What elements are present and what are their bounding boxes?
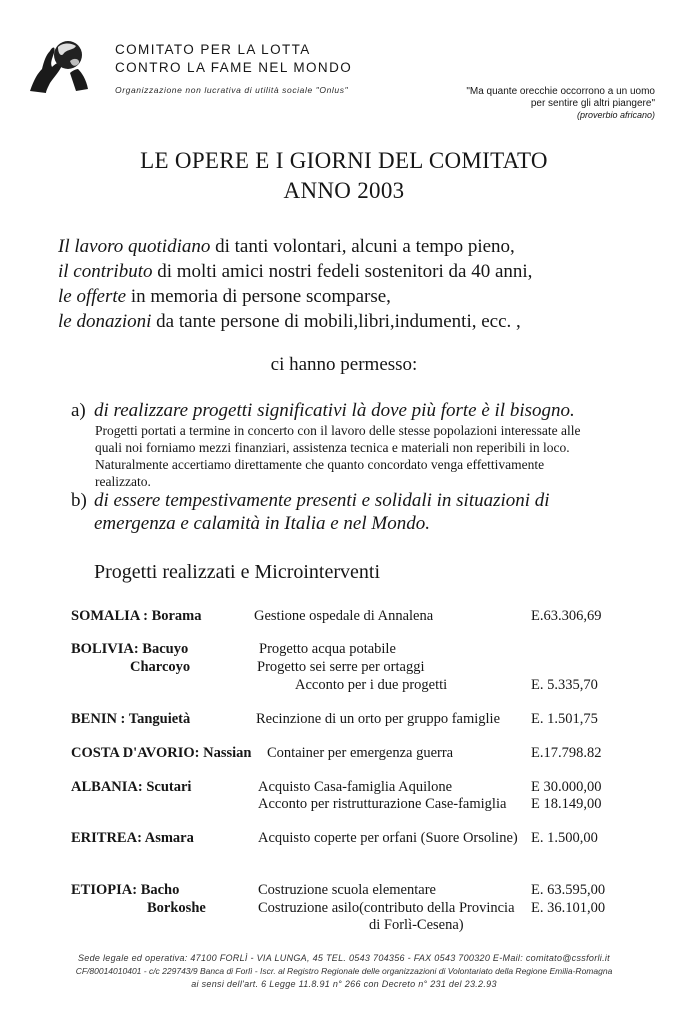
footer-address: Sede legale ed operativa: 47100 FORLÌ - VIA LUNGA, 45 TEL. 0543 704356 - FAX 0543 700320 E-Mail: comitato@cssforli.it bbox=[77, 953, 610, 963]
hands-globe-logo bbox=[24, 33, 96, 95]
proverb-line1: "Ma quante orecchie occorrono a un uomo bbox=[466, 86, 655, 97]
intro-text: da tante persone di mobili,libri,indumenti, ecc. , bbox=[151, 311, 521, 332]
project-amount-eritrea: E. 1.500,00 bbox=[531, 830, 598, 846]
project-amount-etiopia-2: E. 36.101,00 bbox=[531, 900, 606, 916]
intro-emphasis: Il lavoro quotidiano bbox=[58, 236, 211, 257]
project-place-benin: BENIN : Tanguietà bbox=[71, 711, 191, 727]
point-a-body: quali noi forniamo mezzi finanziari, assistenza tecnica e materiali non reperibili in loco. bbox=[95, 440, 570, 455]
project-desc-etiopia-3: di Forlì-Cesena) bbox=[369, 917, 464, 933]
project-desc-bolivia-2: Progetto sei serre per ortaggi bbox=[257, 659, 425, 675]
project-place-bolivia-2: Charcoyo bbox=[130, 659, 191, 675]
intro-text: in memoria di persone scomparse, bbox=[126, 286, 391, 307]
project-desc-bolivia: Progetto acqua potabile bbox=[259, 641, 396, 657]
point-a-label: a) bbox=[71, 400, 86, 421]
proverb-line2: per sentire gli altri piangere" bbox=[530, 98, 655, 109]
project-desc-somalia: Gestione ospedale di Annalena bbox=[254, 608, 434, 624]
project-place-costa-avorio: COSTA D'AVORIO: Nassian bbox=[71, 745, 252, 761]
project-desc-eritrea: Acquisto coperte per orfani (Suore Orsoline) bbox=[258, 830, 518, 846]
project-place-etiopia-2: Borkoshe bbox=[147, 900, 206, 916]
project-amount-bolivia: E. 5.335,70 bbox=[531, 677, 598, 693]
point-a-body: realizzato. bbox=[95, 474, 151, 489]
project-desc-bolivia-3: Acconto per i due progetti bbox=[295, 677, 448, 693]
project-amount-benin: E. 1.501,75 bbox=[531, 711, 598, 727]
project-place-somalia: SOMALIA : Borama bbox=[71, 608, 202, 624]
document-title: LE OPERE E I GIORNI DEL COMITATO bbox=[140, 148, 548, 173]
project-desc-etiopia: Costruzione scuola elementare bbox=[258, 882, 436, 898]
project-amount-somalia: E.63.306,69 bbox=[531, 608, 602, 624]
project-desc-costa-avorio: Container per emergenza guerra bbox=[267, 745, 454, 761]
org-name-line2: CONTRO LA FAME NEL MONDO bbox=[115, 60, 353, 75]
point-a-body: Progetti portati a termine in concerto con il lavoro delle stesse popolazioni interessate alle bbox=[95, 423, 581, 438]
project-amount-costa-avorio: E.17.798.82 bbox=[531, 745, 602, 761]
point-a-title: di realizzare progetti significativi là dove più forte è il bisogno. bbox=[94, 400, 575, 421]
point-b-label: b) bbox=[71, 490, 87, 511]
document-year: ANNO 2003 bbox=[283, 178, 405, 203]
project-desc-etiopia-2: Costruzione asilo(contributo della Provincia bbox=[258, 900, 515, 916]
intro-emphasis: le donazioni bbox=[58, 311, 152, 332]
project-amount-albania-2: E 18.149,00 bbox=[531, 796, 602, 812]
project-amount-etiopia: E. 63.595,00 bbox=[531, 882, 606, 898]
project-amount-albania: E 30.000,00 bbox=[531, 779, 602, 795]
intro-line bbox=[58, 236, 515, 258]
org-subtitle: Organizzazione non lucrativa di utilità sociale "Onlus" bbox=[115, 85, 349, 95]
intro-line bbox=[58, 311, 521, 333]
intro-line bbox=[58, 261, 532, 283]
permesso-line: ci hanno permesso: bbox=[270, 354, 418, 375]
point-a-body: Naturalmente accertiamo direttamente che quanto concordato venga effettivamente bbox=[95, 457, 545, 472]
footer-decree: ai sensi dell'art. 6 Legge 11.8.91 n° 266 con Decreto n° 231 del 23.2.93 bbox=[191, 979, 497, 989]
intro-emphasis: il contributo bbox=[58, 261, 153, 282]
point-b-line2: emergenza e calamità in Italia e nel Mondo. bbox=[94, 513, 430, 534]
intro-emphasis: le offerte bbox=[58, 286, 127, 307]
org-name-line1: COMITATO PER LA LOTTA bbox=[115, 42, 311, 57]
proverb-source: (proverbio africano) bbox=[576, 110, 655, 120]
section-title: Progetti realizzati e Microinterventi bbox=[94, 561, 380, 583]
project-desc-albania-2: Acconto per ristrutturazione Case-famiglia bbox=[258, 796, 507, 812]
point-b-line1: di essere tempestivamente presenti e solidali in situazioni di bbox=[94, 490, 550, 511]
intro-text: di molti amici nostri fedeli sostenitori da 40 anni, bbox=[152, 261, 533, 282]
project-desc-albania: Acquisto Casa-famiglia Aquilone bbox=[258, 779, 453, 795]
project-place-albania: ALBANIA: Scutari bbox=[71, 779, 192, 795]
intro-text: di tanti volontari, alcuni a tempo pieno, bbox=[210, 236, 515, 257]
project-place-eritrea: ERITREA: Asmara bbox=[71, 830, 194, 846]
project-desc-benin: Recinzione di un orto per gruppo famiglie bbox=[256, 711, 501, 727]
project-place-etiopia: ETIOPIA: Bacho bbox=[71, 882, 180, 898]
intro-line bbox=[58, 286, 391, 308]
project-place-bolivia: BOLIVIA: Bacuyo bbox=[71, 641, 189, 657]
footer-registration: CF/80014010401 - c/c 229743/9 Banca di Forlì - Iscr. al Registro Regionale delle organizzazioni di Volontariato della Regione Emilia-Romagna bbox=[75, 966, 613, 976]
